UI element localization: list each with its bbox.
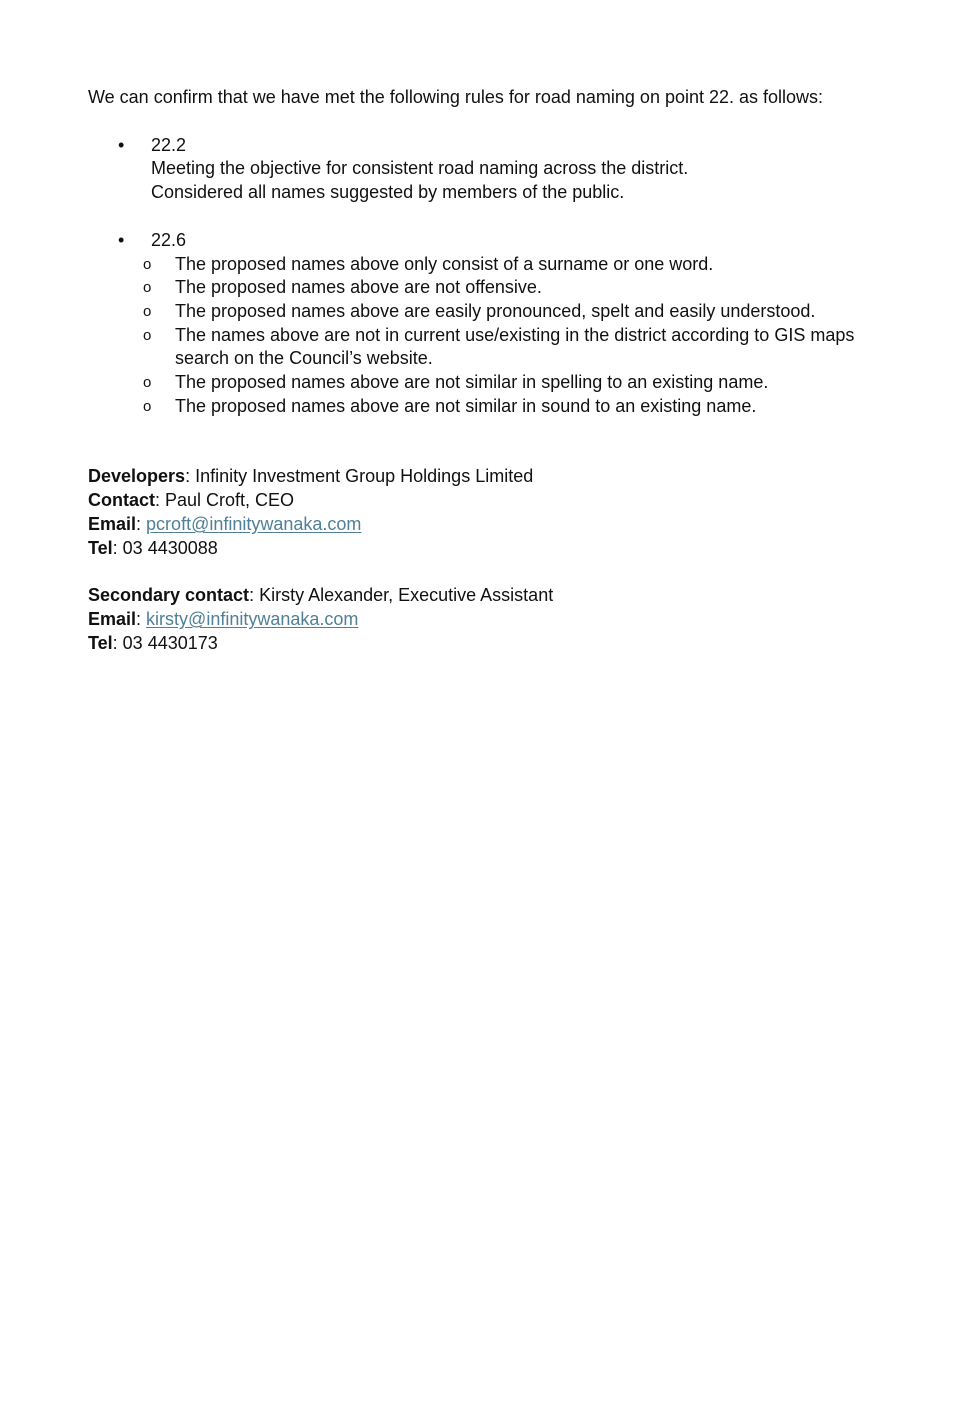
contact-value: : Paul Croft, CEO (155, 490, 295, 511)
tel-line (88, 537, 888, 561)
primary-contact (88, 465, 888, 560)
list-item (88, 371, 888, 395)
document-page (88, 86, 888, 655)
circle-bullet-icon: o (143, 397, 152, 415)
list-item (88, 253, 888, 277)
list-item (88, 324, 888, 371)
rule-22-6-sublist (88, 253, 888, 419)
list-item-text: The proposed names above are not offensive. (175, 277, 542, 298)
circle-bullet-icon: o (143, 279, 152, 297)
tel-label: Tel (88, 537, 113, 558)
developers-label: Developers (88, 466, 186, 487)
rule-text: Meeting the objective for consistent road naming across the district. (151, 158, 689, 179)
tel-value: : 03 4430088 (112, 537, 218, 558)
list-item (88, 276, 888, 300)
developers-value: : Infinity Investment Group Holdings Limited (185, 466, 534, 487)
contact-label: Contact (88, 490, 155, 511)
bullet-icon: • (118, 229, 125, 250)
rule-text: Considered all names suggested by members of the public. (151, 182, 625, 203)
secondary-email-link[interactable]: kirsty@infinitywanaka.com (146, 608, 359, 629)
contact-line (88, 489, 888, 513)
rule-number: 22.6 (151, 229, 187, 250)
circle-bullet-icon: o (143, 302, 152, 320)
secondary-contact-value: : Kirsty Alexander, Executive Assistant (249, 585, 554, 606)
email-label: Email (88, 513, 137, 534)
list-item-text: The proposed names above only consist of a surname or one word. (175, 253, 714, 274)
rule-22-2 (88, 134, 888, 205)
secondary-email-label: Email (88, 608, 137, 629)
contact-details (88, 465, 888, 655)
list-item-text: The proposed names above are not similar in spelling to an existing name. (175, 372, 769, 393)
secondary-email-separator: : (136, 608, 147, 629)
secondary-tel-value: : 03 4430173 (112, 632, 218, 653)
email-line (88, 513, 888, 537)
list-item (88, 395, 888, 419)
developers-line (88, 465, 888, 489)
secondary-contact-label: Secondary contact (88, 585, 250, 606)
circle-bullet-icon: o (143, 326, 152, 344)
secondary-tel-line (88, 632, 888, 656)
primary-email-link[interactable]: pcroft@infinitywanaka.com (146, 513, 362, 534)
bullet-icon: • (118, 134, 125, 155)
intro-paragraph: We can confirm that we have met the following rules for road naming on point 22. as follows: (88, 87, 824, 107)
circle-bullet-icon: o (143, 374, 152, 392)
circle-bullet-icon: o (143, 255, 152, 273)
secondary-tel-label: Tel (88, 632, 113, 653)
rule-22-6 (88, 229, 888, 419)
list-item-text: The names above are not in current use/existing in the district according to GIS maps search on the Council’s website. (175, 324, 855, 369)
list-item-text: The proposed names above are not similar in sound to an existing name. (175, 395, 757, 416)
secondary-contact-line (88, 584, 888, 608)
secondary-contact (88, 584, 888, 655)
rule-number: 22.2 (151, 134, 187, 155)
secondary-email-line (88, 608, 888, 632)
list-item-text: The proposed names above are easily pronounced, spelt and easily understood. (175, 300, 816, 321)
list-item (88, 300, 888, 324)
email-separator: : (136, 513, 147, 534)
